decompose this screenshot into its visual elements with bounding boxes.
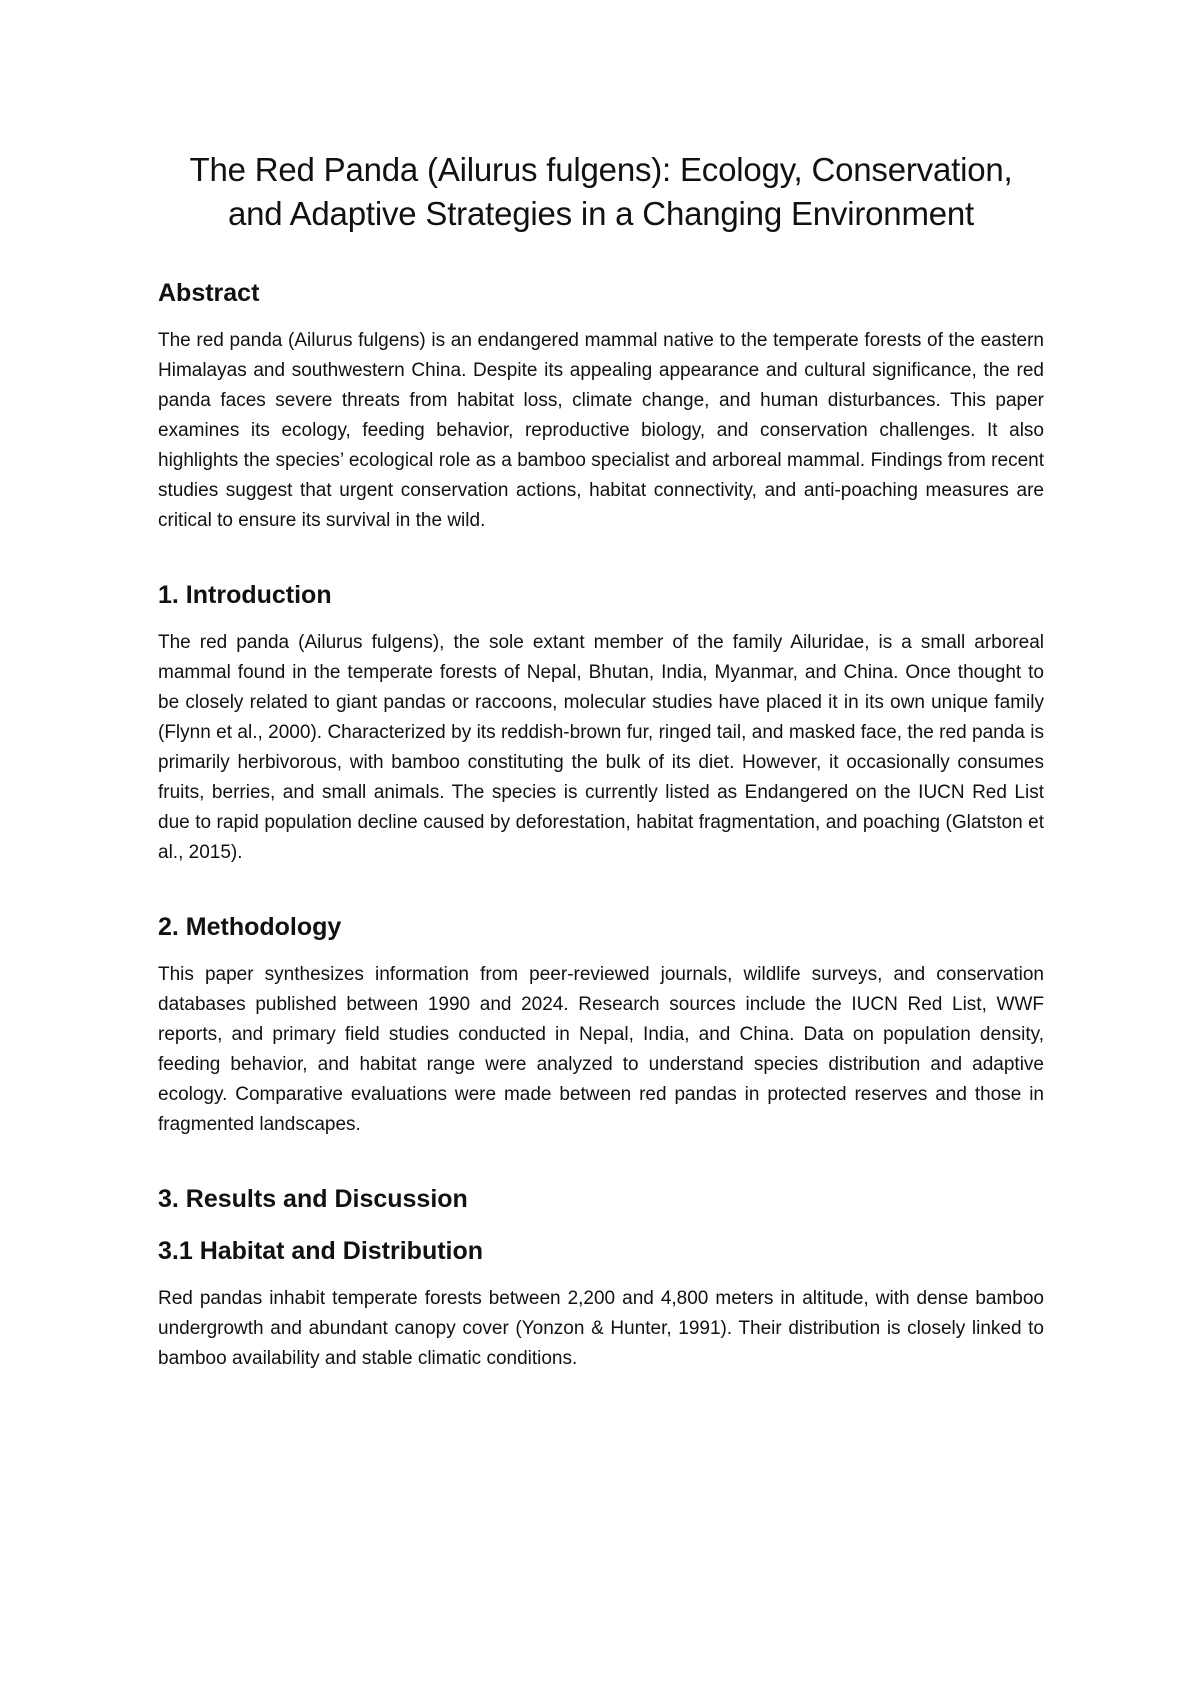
abstract-paragraph: The red panda (Ailurus fulgens) is an endangered mammal native to the temperate forests of the eastern Himalayas and southwestern China. Despite its appealing appearance and cultural significance, the red panda faces severe threats from habitat loss, climate change, and human disturbances. This paper examines its ecology, feeding behavior, reproductive biology, and conservation challenges. It also highlights the species’ ecological role as a bamboo specialist and arboreal mammal. Findings from recent studies suggest that urgent conservation actions, habitat connectivity, and anti-poaching measures are critical to ensure its survival in the wild. [158,330,1044,531]
introduction-paragraph: The red panda (Ailurus fulgens), the sole extant member of the family Ailuridae, is a small arboreal mammal found in the temperate forests of Nepal, Bhutan, India, Myanmar, and China. Once thought to be closely related to giant pandas or raccoons, molecular studies have placed it in its own unique family (Flynn et al., 2000). Characterized by its reddish-brown fur, ringed tail, and masked face, the red panda is primarily herbivorous, with bamboo constituting the bulk of its diet. However, it occasionally consumes fruits, berries, and small animals. The species is currently listed as Endangered on the IUCN Red List due to rapid population decline caused by deforestation, habitat fragmentation, and poaching (Glatston et al., 2015). [158,632,1044,863]
methodology-heading: 2. Methodology [158,913,342,941]
paper-title: The Red Panda (Ailurus fulgens): Ecology, Conservation, and Adaptive Strategies in a Changing Environment [189,151,1013,232]
habitat-distribution-heading: 3.1 Habitat and Distribution [158,1237,484,1265]
document-content [158,148,1044,1374]
results-discussion-heading: 3. Results and Discussion [158,1185,468,1213]
introduction-heading: 1. Introduction [158,581,332,609]
methodology-paragraph: This paper synthesizes information from peer-reviewed journals, wildlife surveys, and conservation databases published between 1990 and 2024. Research sources include the IUCN Red List, WWF reports, and primary field studies conducted in Nepal, India, and China. Data on population density, feeding behavior, and habitat range were analyzed to understand species distribution and adaptive ecology. Comparative evaluations were made between red pandas in protected reserves and those in fragmented landscapes. [158,964,1044,1135]
habitat-distribution-paragraph: Red pandas inhabit temperate forests between 2,200 and 4,800 meters in altitude, with dense bamboo undergrowth and abundant canopy cover (Yonzon & Hunter, 1991). Their distribution is closely linked to bamboo availability and stable climatic conditions. [158,1288,1044,1369]
abstract-heading: Abstract [158,279,260,307]
